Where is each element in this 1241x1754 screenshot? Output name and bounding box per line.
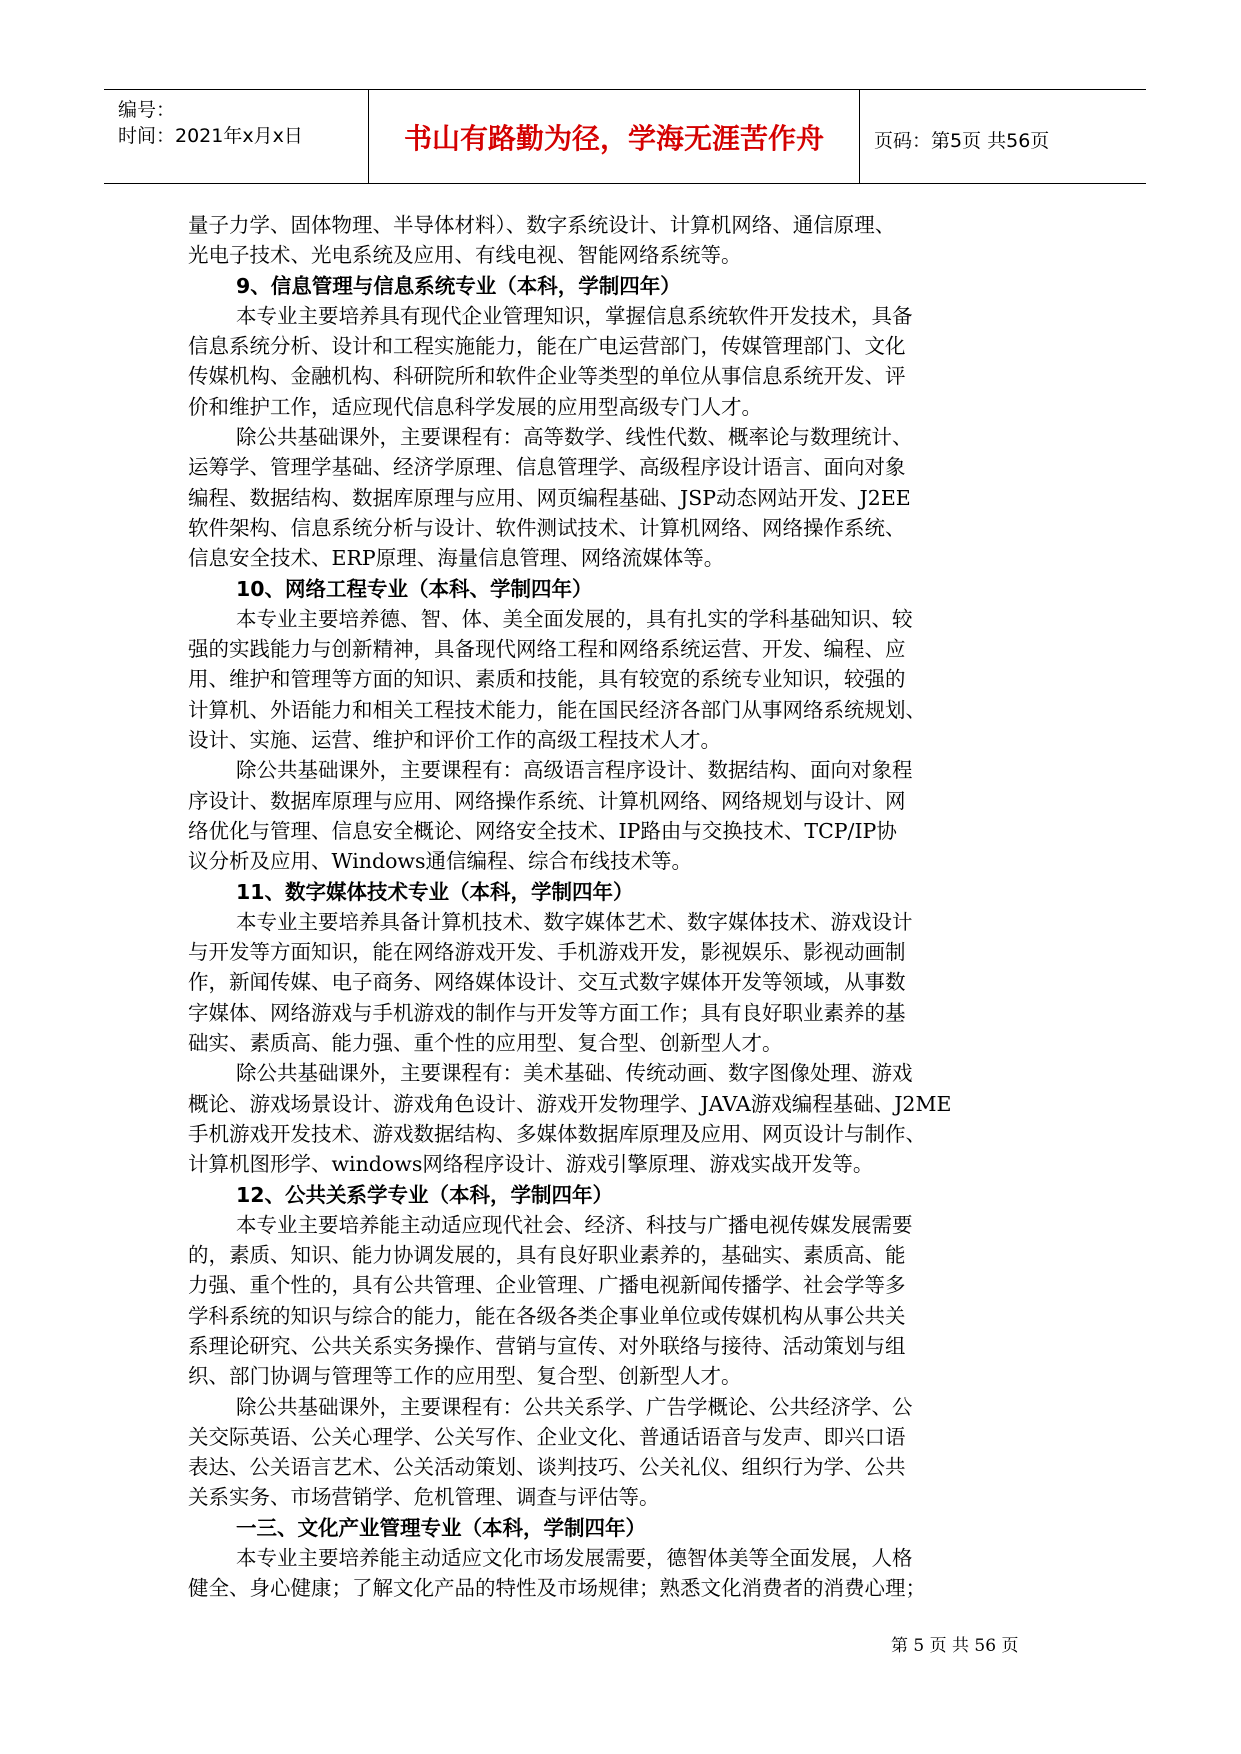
- body-text-line: 手机游戏开发技术、游戏数据结构、多媒体数据库原理及应用、网页设计与制作、: [188, 1121, 926, 1146]
- body-text-line: 除公共基础课外，主要课程有：美术基础、传统动画、数字图像处理、游戏: [236, 1061, 913, 1086]
- body-text-line: 关系实务、市场营销学、危机管理、调查与评估等。: [188, 1485, 660, 1510]
- body-text-line: 本专业主要培养能主动适应文化市场发展需要，德智体美等全面发展，人格: [236, 1546, 913, 1571]
- body-text-line: 除公共基础课外，主要课程有：高级语言程序设计、数据结构、面向对象程: [236, 758, 913, 783]
- body-text-line: 议分析及应用、Windows通信编程、综合布线技术等。: [188, 849, 693, 874]
- body-text-line: 设计、实施、运营、维护和评价工作的高级工程技术人才。: [188, 728, 721, 753]
- body-text-line: 量子力学、固体物理、半导体材料）、数字系统设计、计算机网络、通信原理、: [188, 213, 896, 237]
- body-text-line: 光电子技术、光电系统及应用、有线电视、智能网络系统等。: [188, 243, 742, 268]
- body-text-line: 健全、身心健康；了解文化产品的特性及市场规律；熟悉文化消费者的消费心理；: [188, 1576, 926, 1601]
- body-text-line: 价和维护工作，适应现代信息科学发展的应用型高级专门人才。: [188, 394, 762, 419]
- body-text-line: 计算机图形学、windows网络程序设计、游戏引擎原理、游戏实战开发等。: [188, 1152, 874, 1177]
- body-text-line: 与开发等方面知识，能在网络游戏开发、手机游戏开发，影视娱乐、影视动画制: [188, 940, 906, 965]
- body-text-line: 计算机、外语能力和相关工程技术能力，能在国民经济各部门从事网络系统规划、: [188, 697, 926, 722]
- body-text-line: 本专业主要培养能主动适应现代社会、经济、科技与广播电视传媒发展需要: [236, 1212, 913, 1237]
- body-text-line: 力强、重个性的，具有公共管理、企业管理、广播电视新闻传播学、社会学等多: [188, 1273, 906, 1298]
- body-text-line: 概论、游戏场景设计、游戏角色设计、游戏开发物理学、JAVA游戏编程基础、J2ME: [188, 1091, 952, 1116]
- body-text-line: 序设计、数据库原理与应用、网络操作系统、计算机网络、网络规划与设计、网: [188, 788, 906, 813]
- doc-number-label: 编号：: [118, 99, 176, 121]
- section-heading: 12、公共关系学专业（本科，学制四年）: [236, 1182, 614, 1207]
- document-body: [188, 210, 1068, 1604]
- body-text-line: 除公共基础课外，主要课程有：公共关系学、广告学概论、公共经济学、公: [236, 1394, 913, 1419]
- section-heading: 11、数字媒体技术专业（本科，学制四年）: [236, 879, 634, 904]
- body-text-line: 本专业主要培养德、智、体、美全面发展的，具有扎实的学科基础知识、较: [236, 606, 913, 631]
- page-footer: 第 5 页 共 56 页: [891, 1636, 1019, 1656]
- body-text-line: 传媒机构、金融机构、科研院所和软件企业等类型的单位从事信息系统开发、评: [188, 364, 906, 389]
- header-page-cell: [860, 90, 1146, 183]
- section-heading: 10、网络工程专业（本科、学制四年）: [236, 576, 593, 601]
- section-heading: 9、信息管理与信息系统专业（本科，学制四年）: [236, 273, 681, 298]
- body-text-line: 运筹学、管理学基础、经济学原理、信息管理学、高级程序设计语言、面向对象: [188, 455, 906, 480]
- body-text-line: 信息系统分析、设计和工程实施能力，能在广电运营部门，传媒管理部门、文化: [188, 334, 906, 359]
- header-motto: 书山有路勤为径，学海无涯苦作舟: [403, 122, 824, 155]
- body-text-line: 织、部门协调与管理等工作的应用型、复合型、创新型人才。: [188, 1364, 742, 1389]
- body-text-line: 强的实践能力与创新精神，具备现代网络工程和网络系统运营、开发、编程、应: [188, 637, 906, 662]
- header-meta-cell: [104, 90, 369, 183]
- body-text-line: 作，新闻传媒、电子商务、网络媒体设计、交互式数字媒体开发等领域，从事数: [188, 970, 906, 995]
- body-text-line: 关交际英语、公关心理学、公关写作、企业文化、普通话语音与发声、即兴口语: [188, 1424, 906, 1449]
- page-header: [104, 89, 1146, 184]
- header-motto-cell: [369, 90, 860, 183]
- header-page-info: 页码：第5页 共56页: [874, 130, 1050, 152]
- body-text-line: 络优化与管理、信息安全概论、网络安全技术、IP路由与交换技术、TCP/IP协: [188, 818, 897, 843]
- body-text-line: 字媒体、网络游戏与手机游戏的制作与开发等方面工作；具有良好职业素养的基: [188, 1000, 906, 1025]
- section-heading: 一三、文化产业管理专业（本科，学制四年）: [236, 1515, 646, 1540]
- body-text-line: 除公共基础课外，主要课程有：高等数学、线性代数、概率论与数理统计、: [236, 425, 913, 450]
- body-text-line: 础实、素质高、能力强、重个性的应用型、复合型、创新型人才。: [188, 1031, 783, 1056]
- doc-time-label: 时间：2021年x月x日: [118, 125, 303, 147]
- body-text-line: 系理论研究、公共关系实务操作、营销与宣传、对外联络与接待、活动策划与组: [188, 1333, 906, 1358]
- body-text-line: 编程、数据结构、数据库原理与应用、网页编程基础、JSP动态网站开发、J2EE: [188, 485, 911, 510]
- body-text-line: 信息安全技术、ERP原理、海量信息管理、网络流媒体等。: [188, 546, 725, 571]
- body-text-line: 表达、公关语言艺术、公关活动策划、谈判技巧、公关礼仪、组织行为学、公共: [188, 1455, 906, 1480]
- body-text-line: 软件架构、信息系统分析与设计、软件测试技术、计算机网络、网络操作系统、: [188, 515, 906, 540]
- body-text-line: 本专业主要培养具有现代企业管理知识，掌握信息系统软件开发技术，具备: [236, 303, 913, 328]
- body-text-line: 本专业主要培养具备计算机技术、数字媒体艺术、数字媒体技术、游戏设计: [236, 909, 913, 934]
- body-text-line: 的，素质、知识、能力协调发展的，具有良好职业素养的，基础实、素质高、能: [188, 1243, 906, 1268]
- body-text-line: 用、维护和管理等方面的知识、素质和技能，具有较宽的系统专业知识，较强的: [188, 667, 906, 692]
- body-text-line: 学科系统的知识与综合的能力，能在各级各类企事业单位或传媒机构从事公共关: [188, 1303, 906, 1328]
